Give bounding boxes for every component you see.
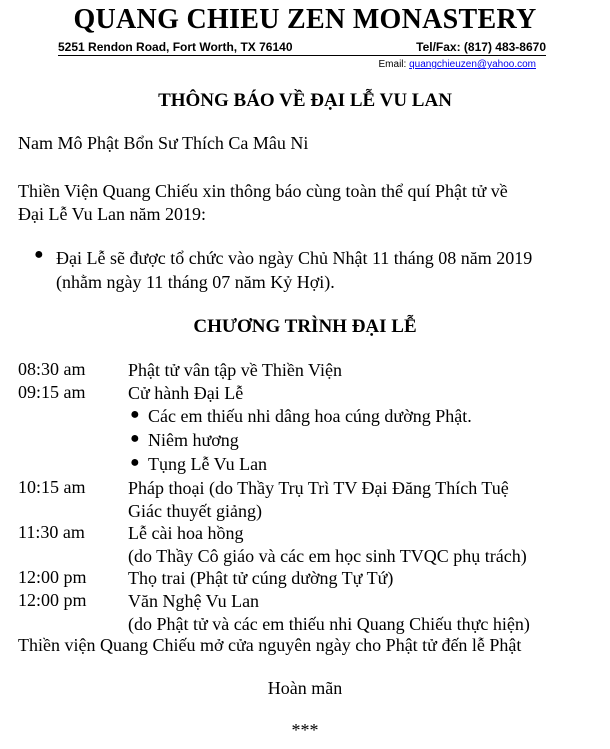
contact-line <box>58 40 546 56</box>
divider-stars: *** <box>291 720 319 740</box>
schedule-time: 09:15 am <box>18 382 86 402</box>
schedule-time: 12:00 pm <box>18 567 87 587</box>
schedule-desc <box>128 522 598 568</box>
schedule-desc: Thọ trai (Phật tử cúng dường Tự Tứ) <box>128 568 394 588</box>
intro-line-2: Đại Lễ Vu Lan năm 2019: <box>18 204 207 224</box>
monastery-name: QUANG CHIEU ZEN MONASTERY <box>73 4 537 35</box>
bullet-icon: ● <box>34 246 44 263</box>
schedule-desc-line-1: Văn Nghệ Vu Lan <box>128 591 260 611</box>
closing-note: Thiền viện Quang Chiếu mở cửa nguyên ngày cho Phật tử đến lễ Phật <box>18 635 522 655</box>
sub-item-text: Tụng Lễ Vu Lan <box>148 454 268 474</box>
conclusion: Hoàn mãn <box>267 678 343 698</box>
program-title: CHƯƠNG TRÌNH ĐẠI LỄ <box>193 316 417 337</box>
schedule-desc-line-2: (do Thầy Cô giáo và các em học sinh TVQC phụ trách) <box>128 546 527 566</box>
email-link[interactable]: quangchieuzen@yahoo.com <box>409 59 536 70</box>
schedule-desc <box>128 477 598 523</box>
schedule-time: 08:30 am <box>18 359 86 379</box>
schedule-desc: Cử hành Đại Lễ <box>128 383 244 403</box>
schedule-desc-line-2: (do Phật tử và các em thiếu nhi Quang Chiếu thực hiện) <box>128 614 530 634</box>
schedule-desc-line-1: Lễ cài hoa hồng <box>128 523 244 543</box>
salutation: Nam Mô Phật Bổn Sư Thích Ca Mâu Ni <box>18 133 309 153</box>
intro-line-1: Thiền Viện Quang Chiếu xin thông báo cùng toàn thể quí Phật tử về <box>18 181 508 201</box>
schedule-time: 10:15 am <box>18 477 86 497</box>
email-label: Email: <box>378 59 407 70</box>
bullet-icon: ● <box>130 430 140 447</box>
intro-paragraph <box>18 180 598 226</box>
address: 5251 Rendon Road, Fort Worth, TX 76140 <box>58 40 293 54</box>
phone-fax: Tel/Fax: (817) 483-8670 <box>416 40 546 54</box>
schedule-desc: Phật tử vân tập về Thiền Viện <box>128 360 342 380</box>
bullet-icon: ● <box>130 454 140 471</box>
event-date-line-1: Đại Lễ sẽ được tổ chức vào ngày Chủ Nhật 11 tháng 08 năm 2019 <box>56 248 533 268</box>
sub-item-text: Niêm hương <box>148 430 239 450</box>
event-date-line-2: (nhằm ngày 11 tháng 07 năm Kỷ Hợi). <box>56 272 335 292</box>
sub-item-text: Các em thiếu nhi dâng hoa cúng dường Phật. <box>148 406 472 426</box>
event-date-text <box>56 246 596 294</box>
schedule-time: 11:30 am <box>18 522 85 542</box>
email-line <box>379 59 536 70</box>
announcement-title: THÔNG BÁO VỀ ĐẠI LỄ VU LAN <box>158 90 452 111</box>
schedule-desc-line-1: Pháp thoại (do Thầy Trụ Trì TV Đại Đăng Thích Tuệ <box>128 478 509 498</box>
schedule-desc-line-2: Giác thuyết giảng) <box>128 501 262 521</box>
schedule-time: 12:00 pm <box>18 590 87 610</box>
schedule-desc <box>128 590 598 636</box>
bullet-icon: ● <box>130 406 140 423</box>
